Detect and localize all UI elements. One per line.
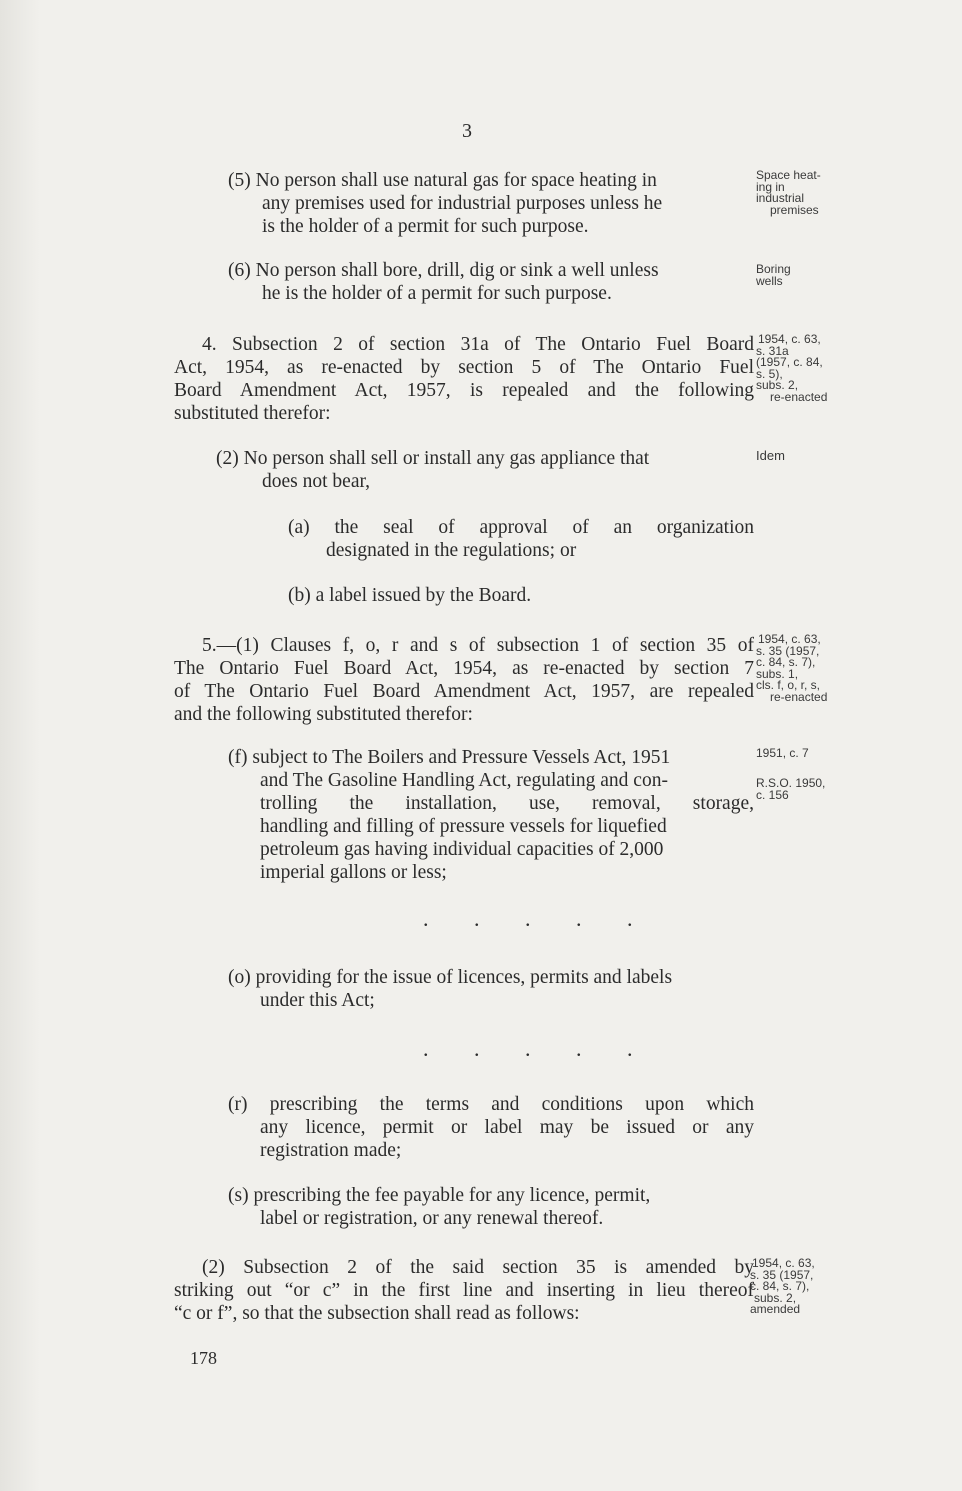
section-4-subsection-2 xyxy=(216,447,754,493)
text-line: substituted therefor: xyxy=(174,403,331,424)
section-5 xyxy=(174,634,754,726)
text-line: (o) providing for the issue of licences, permits and labels xyxy=(228,967,673,988)
text-line: does not bear, xyxy=(262,471,371,492)
text-line: (b) a label issued by the Board. xyxy=(288,585,532,606)
margin-note-line: R.S.O. 1950, xyxy=(756,776,826,790)
text-line: (6) No person shall bore, drill, dig or sink a well unless xyxy=(228,260,659,281)
text-line: petroleum gas having individual capacities of 2,000 xyxy=(260,839,664,860)
margin-note-section-4 xyxy=(756,334,827,403)
margin-note-space-heating xyxy=(756,170,821,216)
text-line: registration made; xyxy=(260,1140,402,1161)
text-line: Act, 1954, as re-enacted by section 5 of The Ontario Fuel xyxy=(174,357,754,378)
text-line: is the holder of a permit for such purpose. xyxy=(262,216,589,237)
margin-note-line: subs. 2, xyxy=(756,378,799,392)
text-line: under this Act; xyxy=(260,990,375,1011)
text-line: Board Amendment Act, 1957, is repealed and the following xyxy=(174,380,754,401)
margin-note-line: subs. 2, xyxy=(754,1290,797,1305)
margin-note-line: s. 35 (1957, xyxy=(750,1267,814,1282)
text-line: The Ontario Fuel Board Act, 1954, as re-enacted by section 7 xyxy=(174,658,754,679)
text-line: any premises used for industrial purposes unless he xyxy=(262,193,663,214)
margin-note-line: Space heat- xyxy=(756,168,821,182)
margin-note-line: s. 31a xyxy=(756,343,789,358)
margin-note-line: amended xyxy=(750,1302,801,1316)
section-5-subsection-2 xyxy=(174,1256,754,1325)
margin-note-line: 1954, c. 63, xyxy=(758,632,821,646)
section-4 xyxy=(174,333,754,425)
text-line: trolling the installation, use, removal, storage, xyxy=(260,793,754,814)
ellipsis-separator: . . . . . xyxy=(423,906,653,931)
margin-note-rso-1950 xyxy=(756,778,825,801)
clause-r xyxy=(228,1093,754,1162)
clause-o xyxy=(228,966,754,1012)
text-line: 4. Subsection 2 of section 31a of The Ontario Fuel Board xyxy=(202,334,754,355)
text-line: (2) Subsection 2 of the said section 35 is amended by xyxy=(202,1257,754,1278)
paragraph-5 xyxy=(228,169,754,238)
text-line: striking out “or c” in the first line and inserting in lieu thereof xyxy=(174,1280,754,1301)
margin-note-line: c. 84, s. 7), xyxy=(750,1279,810,1293)
margin-note-line: s. 35 (1957, xyxy=(756,643,820,658)
page-edge-shadow xyxy=(0,0,40,1491)
page-number-bottom: 178 xyxy=(190,1348,217,1368)
margin-note-line: s. 5), xyxy=(756,366,783,381)
margin-note-line: ing in xyxy=(756,179,785,194)
text-line: 5.—(1) Clauses f, o, r and s of subsection 1 of section 35 of xyxy=(202,635,754,656)
text-line: (s) prescribing the fee payable for any licence, permit, xyxy=(228,1185,651,1206)
clause-f xyxy=(228,746,754,884)
margin-note-line: c. 156 xyxy=(756,787,789,802)
ellipsis-separator: . . . . . xyxy=(423,1036,653,1061)
margin-note-line: 1954, c. 63, xyxy=(758,332,821,346)
margin-note-line: 1954, c. 63, xyxy=(752,1256,815,1270)
margin-note-section-5 xyxy=(756,634,827,703)
text-line: and The Gasoline Handling Act, regulating and con- xyxy=(260,770,668,791)
item-a xyxy=(288,516,754,562)
clause-s xyxy=(228,1184,754,1230)
text-line: he is the holder of a permit for such purpose. xyxy=(262,283,612,304)
margin-note-line: re-enacted xyxy=(770,389,828,404)
margin-note-line: Boring xyxy=(756,262,791,276)
margin-note-line: wells xyxy=(756,273,783,288)
text-line: imperial gallons or less; xyxy=(260,862,447,883)
margin-note-boilers-act: 1951, c. 7 xyxy=(756,746,809,760)
item-b xyxy=(288,584,531,607)
text-line: handling and filling of pressure vessels for liquefied xyxy=(260,816,667,837)
margin-note-line: (1957, c. 84, xyxy=(756,355,823,369)
page-number-top: 3 xyxy=(462,120,472,142)
margin-note-line: cls. f, o, r, s, xyxy=(756,678,821,692)
margin-note-line: premises xyxy=(770,202,819,217)
text-line: label or registration, or any renewal thereof. xyxy=(260,1208,604,1229)
margin-note-boring-wells xyxy=(756,264,791,287)
text-line: (a) the seal of approval of an organization xyxy=(288,517,754,538)
margin-note-section-5-sub-2 xyxy=(750,1258,815,1316)
margin-note-line: industrial xyxy=(756,191,805,205)
text-line: (5) No person shall use natural gas for space heating in xyxy=(228,170,657,191)
text-line: any licence, permit or label may be issued or any xyxy=(260,1117,754,1138)
text-line: and the following substituted therefor: xyxy=(174,704,473,725)
text-line: of The Ontario Fuel Board Amendment Act, 1957, are repealed xyxy=(174,681,754,702)
margin-note-line: re-enacted xyxy=(770,689,828,704)
paragraph-6 xyxy=(228,259,754,305)
text-line: (r) prescribing the terms and conditions upon which xyxy=(228,1094,754,1115)
text-line: designated in the regulations; or xyxy=(326,540,577,561)
text-line: (f) subject to The Boilers and Pressure Vessels Act, 1951 xyxy=(228,747,671,768)
margin-note-idem: Idem xyxy=(756,448,785,463)
text-line: (2) No person shall sell or install any gas appliance that xyxy=(216,448,650,469)
margin-note-line: subs. 1, xyxy=(756,666,799,681)
text-line: “c or f”, so that the subsection shall read as follows: xyxy=(174,1303,580,1324)
margin-note-line: c. 84, s. 7), xyxy=(756,655,816,669)
